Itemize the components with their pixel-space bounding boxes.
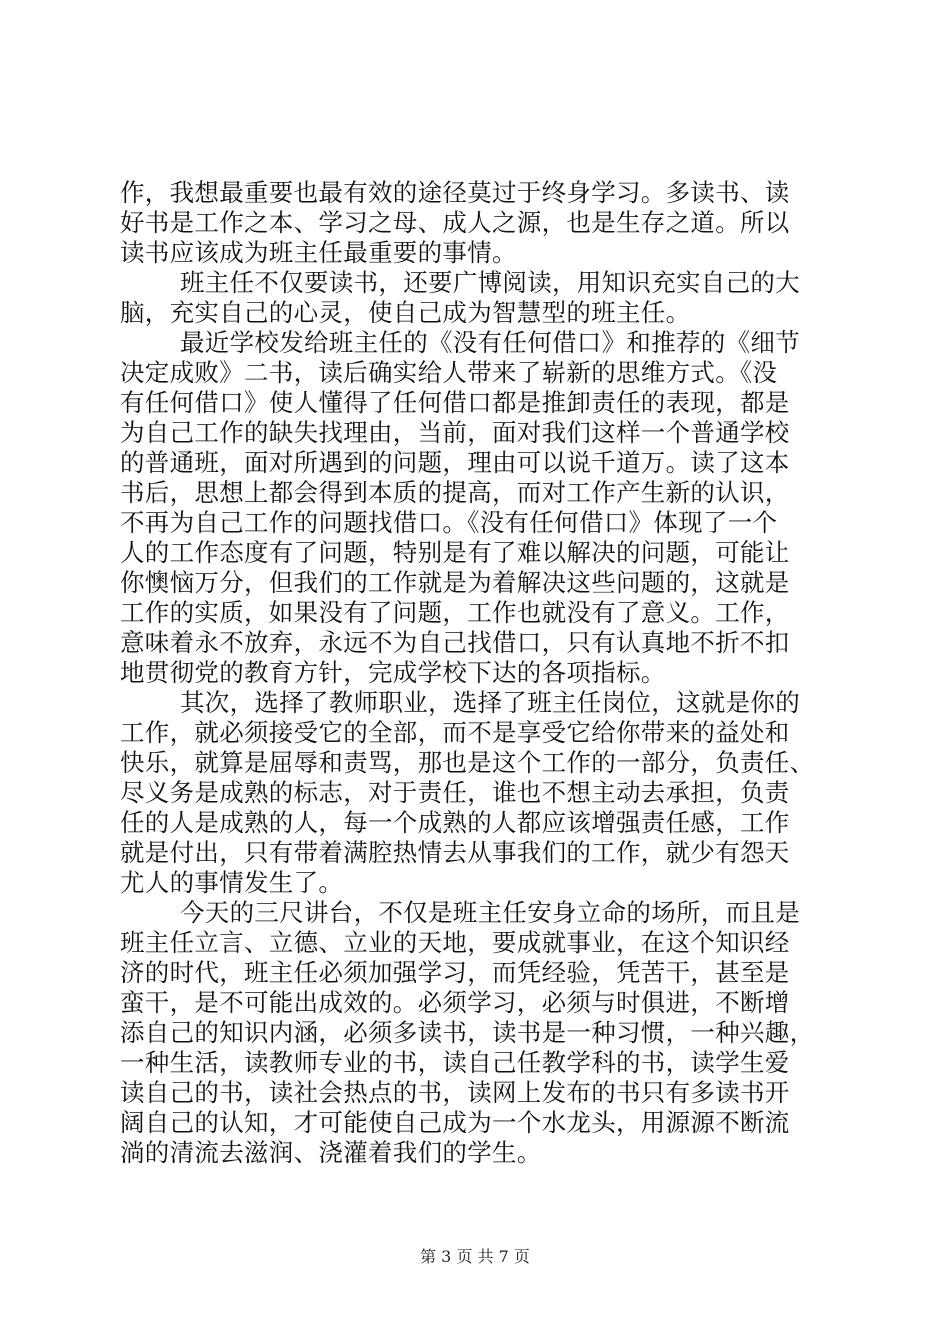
text-line: 决定成败》二书，读后确实给人带来了崭新的思维方式。《没 — [120, 358, 778, 387]
text-line: 就是付出，只有带着满腔热情去从事我们的工作，就少有怨天 — [120, 838, 790, 867]
text-line: 任的人是成熟的人，每一个成熟的人都应该增强责任感，工作 — [120, 808, 790, 837]
text-line: 工作，就必须接受它的全部，而不是享受它给你带来的益处和 — [120, 718, 790, 747]
text-line: 阔自己的认知，才可能使自己成为一个水龙头，用源源不断流 — [120, 1108, 790, 1137]
text-line: 工作的实质，如果没有了问题，工作也就没有了意义。工作， — [120, 598, 790, 627]
text-line: 济的时代，班主任必须加强学习，而凭经验，凭苦干，甚至是 — [120, 958, 790, 987]
text-line: 书后，思想上都会得到本质的提高，而对工作产生新的认识， — [120, 478, 790, 507]
text-line: 尤人的事情发生了。 — [120, 868, 344, 897]
text-line: 你懊恼万分，但我们的工作就是为着解决这些问题的，这就是 — [120, 568, 790, 597]
text-line: 蛮干，是不可能出成效的。必须学习，必须与时俱进，不断增 — [120, 988, 790, 1017]
text-line: 淌的清流去滋润、浇灌着我们的学生。 — [120, 1138, 542, 1167]
paragraph-first-line: 其次，选择了教师职业，选择了班主任岗位，这就是你的 — [180, 688, 800, 717]
text-line: 读书应该成为班主任最重要的事情。 — [120, 238, 517, 267]
text-line: 地贯彻党的教育方针，完成学校下达的各项指标。 — [120, 658, 666, 687]
text-line: 的普通班，面对所遇到的问题，理由可以说千道万。读了这本 — [120, 448, 790, 477]
text-line: 意味着永不放弃，永远不为自己找借口，只有认真地不折不扣 — [120, 628, 790, 657]
text-line: 快乐，就算是屈辱和责骂，那也是这个工作的一部分，负责任、 — [120, 748, 815, 777]
paragraph-first-line: 班主任不仅要读书，还要广博阅读，用知识充实自己的大 — [180, 268, 800, 297]
text-line: 不再为自己工作的问题找借口。《没有任何借口》体现了一个 — [120, 508, 778, 537]
text-line: 尽义务是成熟的标志，对于责任，谁也不想主动去承担，负责 — [120, 778, 790, 807]
paragraph-first-line: 最近学校发给班主任的《没有任何借口》和推荐的《细节 — [180, 328, 800, 357]
text-line: 一种生活，读教师专业的书，读自己任教学科的书，读学生爱 — [120, 1048, 790, 1077]
text-line: 添自己的知识内涵，必须多读书，读书是一种习惯，一种兴趣， — [120, 1018, 815, 1047]
text-line: 有任何借口》使人懂得了任何借口都是推卸责任的表现，都是 — [120, 388, 790, 417]
text-line: 读自己的书，读社会热点的书，读网上发布的书只有多读书开 — [120, 1078, 790, 1107]
text-line: 作，我想最重要也最有效的途径莫过于终身学习。多读书、读 — [120, 178, 790, 207]
text-line: 为自己工作的缺失找理由，当前，面对我们这样一个普通学校 — [120, 418, 790, 447]
page-number-footer: 第 3 页 共 7 页 — [420, 1247, 530, 1266]
text-line: 好书是工作之本、学习之母、成人之源，也是生存之道。所以 — [120, 208, 790, 237]
paragraph-first-line: 今天的三尺讲台，不仅是班主任安身立命的场所，而且是 — [180, 898, 800, 927]
text-line: 班主任立言、立德、立业的天地，要成就事业，在这个知识经 — [120, 928, 790, 957]
text-line: 人的工作态度有了问题，特别是有了难以解决的问题，可能让 — [120, 538, 790, 567]
text-line: 脑，充实自己的心灵，使自己成为智慧型的班主任。 — [120, 298, 691, 327]
